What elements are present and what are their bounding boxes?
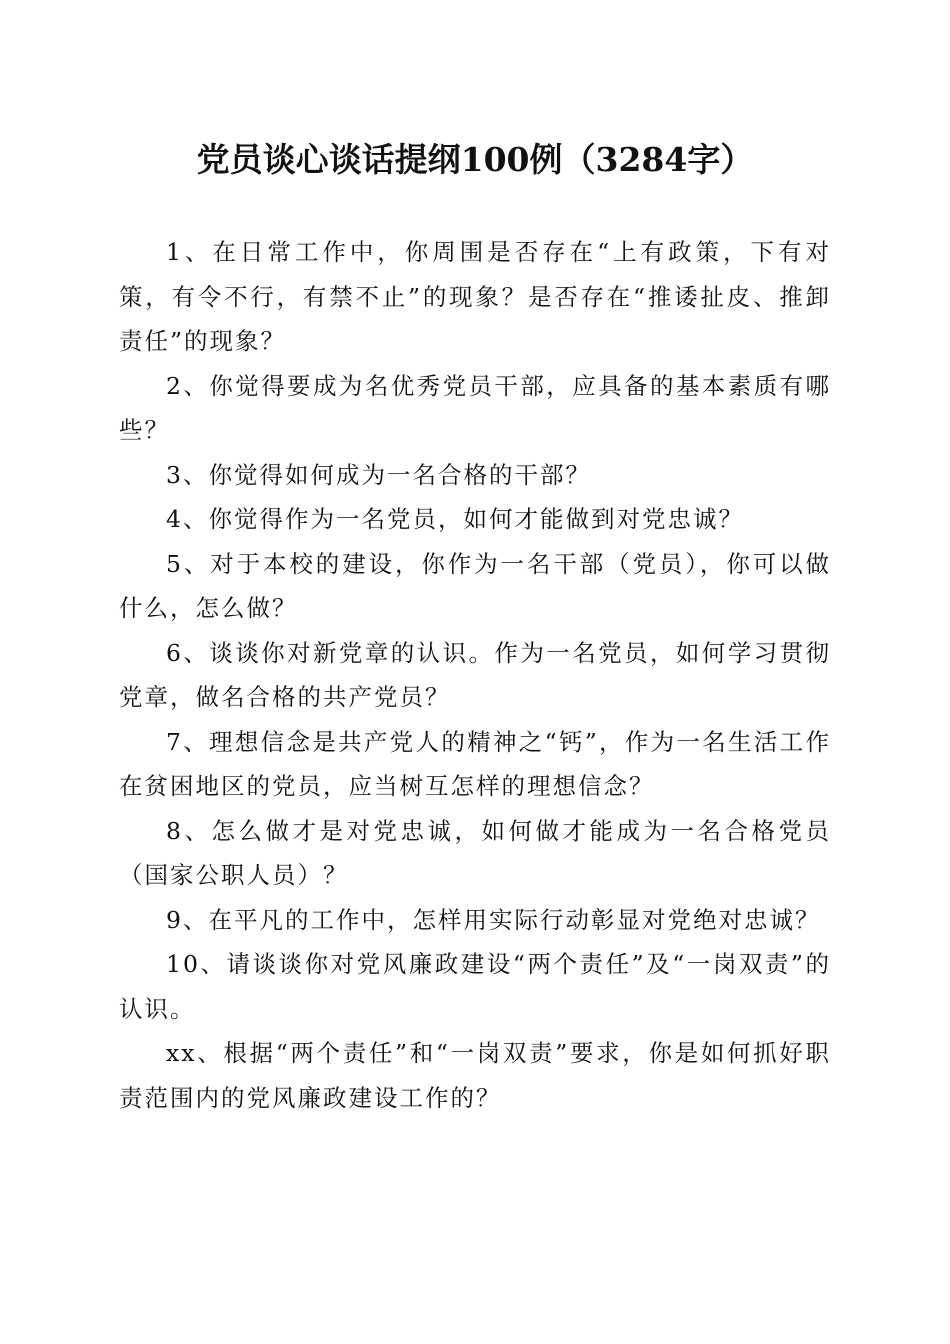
paragraph-7: 7、理想信念是共产党人的精神之“钙”，作为一名生活工作在贫困地区的党员，应当树互怎样的理想信念？ [119,727,831,800]
paragraph-6: 6、谈谈你对新党章的认识。作为一名党员，如何学习贯彻党章，做名合格的共产党员？ [119,638,831,711]
paragraph-10: 10、请谈谈你对党风廉政建设“两个责任”及“一岗双责”的认识。 [119,950,831,1023]
paragraph-2: 2、你觉得要成为名优秀党员干部，应具备的基本素质有哪些？ [119,371,831,444]
paragraph-8: 8、怎么做才是对党忠诚，如何做才能成为一名合格党员（国家公职人员）？ [119,816,831,889]
paragraph-9: 9、在平凡的工作中，怎样用实际行动彰显对党绝对忠诚？ [166,905,821,934]
paragraph-5: 5、对于本校的建设，你作为一名干部（党员），你可以做什么，怎么做？ [119,549,831,622]
paragraph-3: 3、你觉得如何成为一名合格的干部？ [166,460,591,489]
document-title: 党员谈心谈话提纲100例（3284字） [196,140,754,179]
paragraph-11: xx、根据“两个责任”和“一岗双责”要求，你是如何抓好职责范围内的党风廉政建设工作的？ [119,1039,831,1112]
paragraph-4: 4、你觉得作为一名党员，如何才能做到对党忠诚？ [166,505,744,533]
paragraph-1: 1、在日常工作中，你周围是否存在“上有政策，下有对策，有令不行，有禁不止”的现象？是否存在“推诿扯皮、推卸责任”的现象？ [119,238,831,355]
document-body [119,230,831,1120]
